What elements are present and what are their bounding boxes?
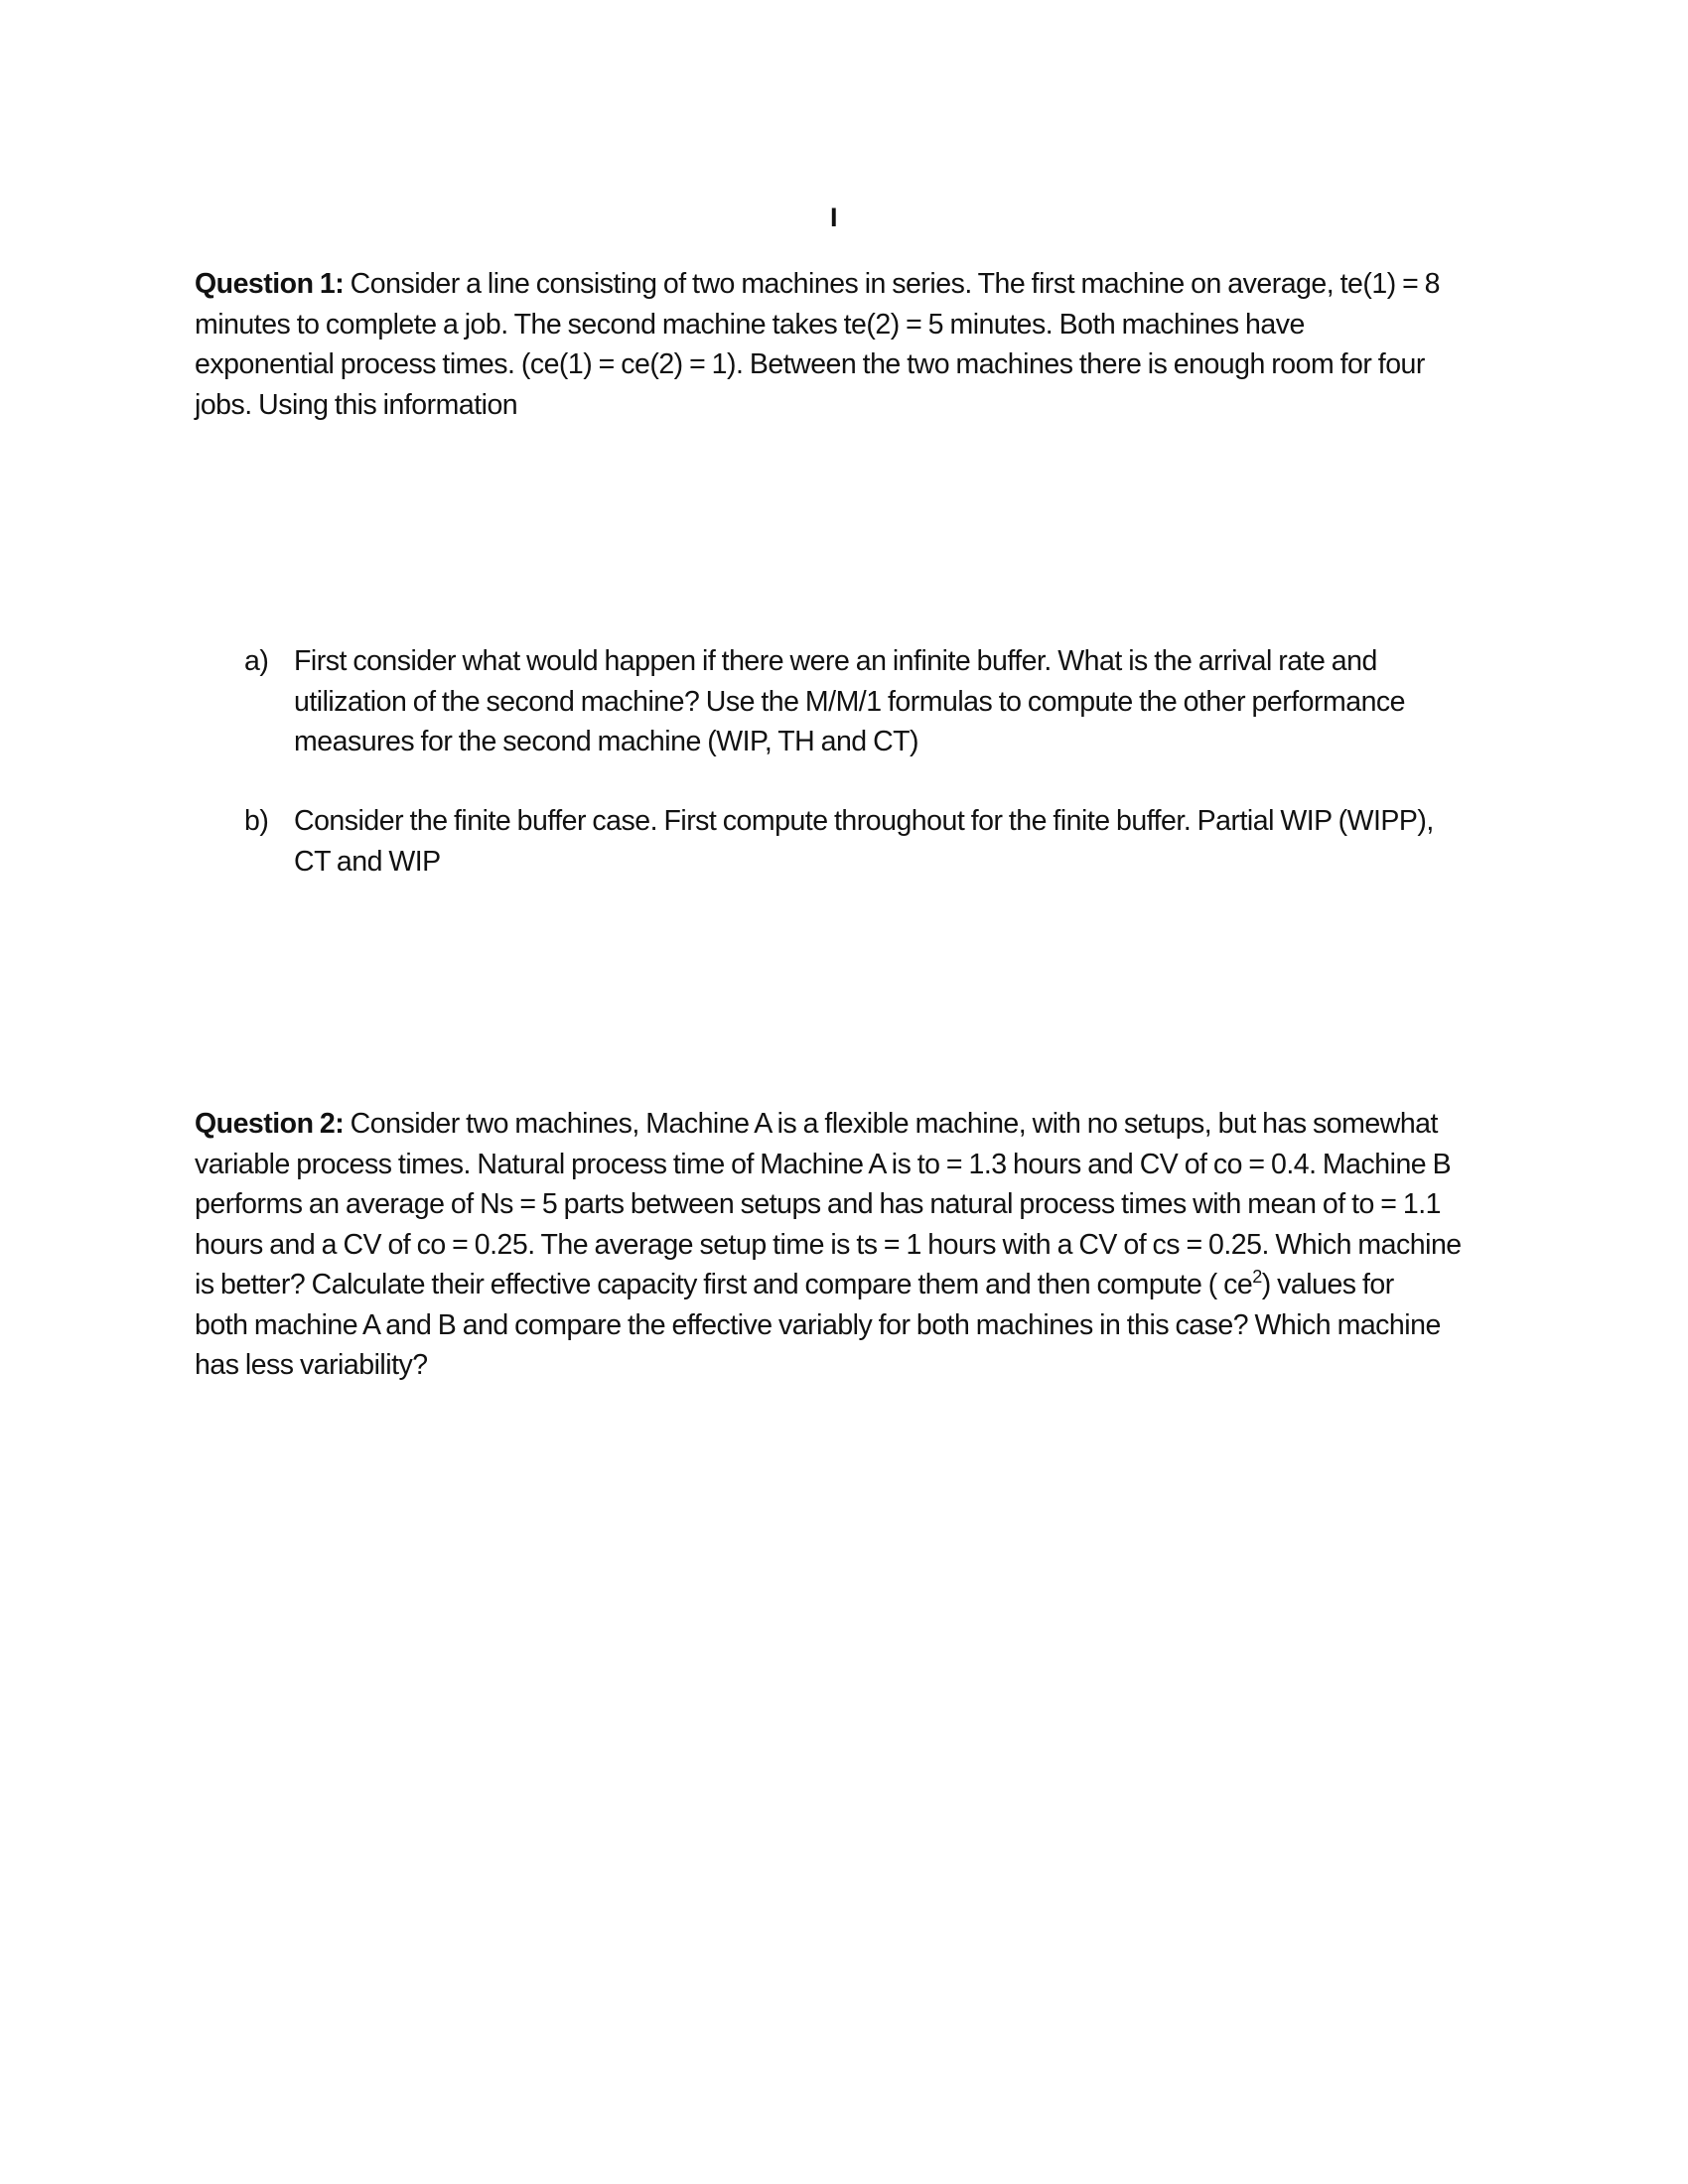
question-1-label: Question 1: — [195, 268, 345, 300]
question-2 — [195, 1104, 1505, 1386]
question-2-line-2: variable process times. Natural process time of Machine A is to = 1.3 hours and CV of co = 0.4. Machine B — [195, 1148, 1452, 1180]
item-b-marker: b) — [244, 805, 269, 837]
question-2-line-7: has less variability? — [195, 1349, 428, 1381]
superscript-2: 2 — [1252, 1267, 1262, 1287]
item-a-text: First consider what would happen if there were an infinite buffer. What is the arrival rate and utilization of the second machine? Use the M/M/1 formulas to compute the other performance measures for the second machine (WIP, TH and CT) — [294, 645, 1406, 757]
question-2-line-6: both machine A and B and compare the effective variably for both machines in this case? Which machine — [195, 1308, 1441, 1341]
question-1-line-3: exponential process times. (ce(1) = ce(2) = 1). Between the two machines there is enough room for four — [195, 348, 1425, 380]
item-b-text: Consider the finite buffer case. First compute throughout for the finite buffer. Partial WIP (WIPP), CT and WIP — [294, 805, 1434, 878]
question-2-line-4: hours and a CV of co = 0.25. The average setup time is ts = 1 hours with a CV of cs = 0.25. Which machine — [195, 1228, 1462, 1261]
question-2-line-5: is better? Calculate their effective capacity first and compare them and then compute ( $ce^2$) values for — [195, 1267, 1394, 1300]
question-1-line-1: Question 1: Consider a line consisting of two machines in series. The first machine on average, te(1) = 8 — [195, 268, 1441, 300]
question-1-line-2: minutes to complete a job. The second machine takes te(2) = 5 minutes. Both machines have — [195, 308, 1305, 341]
question-1-line-4: jobs. Using this information — [195, 388, 518, 421]
question-2-line-3: performs an average of Ns = 5 parts between setups and has natural process times with mean of to = 1.1 — [195, 1188, 1441, 1220]
question-2-line-1: Question 2: Consider two machines, Machine A is a flexible machine, with no setups, but has somewhat — [195, 1108, 1438, 1140]
page-marker: I — [830, 203, 838, 232]
question-1 — [195, 264, 1505, 425]
question-2-label: Question 2: — [195, 1108, 345, 1140]
item-a-marker: a) — [244, 645, 269, 677]
